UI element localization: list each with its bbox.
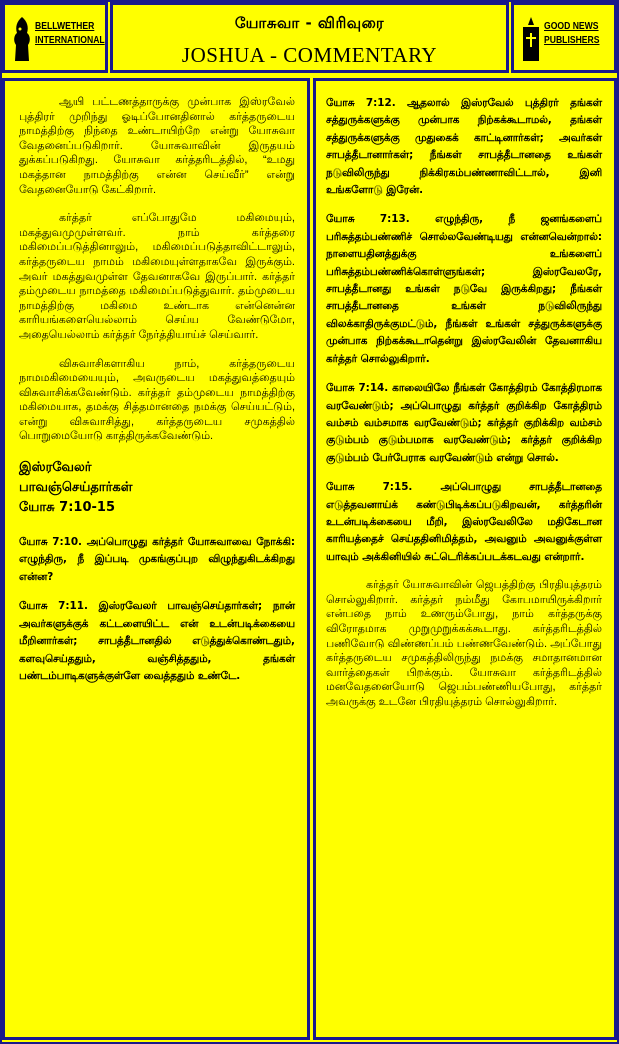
- scripture-verse: யோசு 7:12. ஆதலால் இஸ்ரவேல் புத்திரர் தங்கள் சத்துருக்களுக்கு முன்பாக நிற்கக்கூடாமல், தங்கள் சத்துருக்களுக்கு முதுகைக் காட்டினார்கள்; அவர்கள் சாபத்தீடானார்கள்; நீங்கள் சாபத்தீடானதை உங்கள் நடுவிலிருந்து நிக்கிரகம்பண்ணாவிட்டால், இனி உங்களோடு இரேன்.: [326, 97, 602, 197]
- logo-line-1: GOOD NEWS: [544, 20, 599, 32]
- page-title-english: JOSHUA - COMMENTARY: [181, 43, 438, 67]
- logo-line-2: PUBLISHERS: [544, 34, 600, 46]
- logo-line-2: INTERNATIONAL: [35, 34, 105, 46]
- page-title-tamil: யோசுவா - விரிவுரை: [234, 14, 385, 32]
- section-heading-line: பாவஞ்செய்தார்கள்: [19, 480, 133, 496]
- section-heading: [19, 458, 295, 518]
- bellwether-logo: [2, 2, 108, 73]
- scripture-verse: யோசு 7:10. அப்பொழுது கர்த்தர் யோசுவாவை நோக்கி: எழுந்திரு, நீ இப்படி முகங்குப்புற விழுந்துகிடக்கிறது என்ன?: [19, 536, 295, 583]
- commentary-paragraph: விசுவாசிகளாகிய நாம், கர்த்தருடைய நாமமகிமையையும், அவருடைய மகத்துவத்தையும் விசுவாசிக்கவேண்டும். கர்த்தர் தம்முடைய நாமத்திற்கு மகிமையாக, தமக்கு சித்தமானதை நமக்கு செய்யட்டும், என்று விசுவாசித்து, கர்த்தருடைய சமுகத்தில் பொறுமையோடு காத்திருக்கவேண்டும்.: [19, 357, 295, 443]
- content-columns: [2, 78, 617, 1040]
- section-heading-reference: யோசு 7:10-15: [19, 500, 115, 516]
- left-column: [2, 78, 310, 1040]
- bible-icon: [520, 15, 542, 63]
- right-column: [313, 78, 617, 1040]
- title-box: [110, 2, 509, 73]
- commentary-paragraph: கர்த்தர் எப்போதுமே மகிமையும், மகத்துவமுமுள்ளவர். நாம் கர்த்தரை மகிமைப்படுத்தினாலும், மகிமைப்படுத்தாவிட்டாலும், கர்த்தருடைய நாமம் மகிமையுள்ளதாகவே இருக்கும். அவர் மகத்துவமுள்ள தேவனாகவே இருப்பார். கர்த்தர் தம்முடைய நாமத்தை மகிமைப்படுத்துவார். தம்முடைய நாமத்திற்கு மகிமை உண்டாக என்னென்ன காரியங்களையெல்லாம் செய்ய வேண்டுமோ, அதையெல்லாம் கர்த்தர் நேர்த்தியாய்ச் செய்வார்.: [19, 212, 295, 341]
- scripture-verse: யோசு 7:11. இஸ்ரவேலர் பாவஞ்செய்தார்கள்; நான் அவர்களுக்குக் கட்டளையிட்ட என் உடன்படிக்கையை மீறினார்கள்; சாபத்தீடானதில் எடுத்துக்கொண்டதும், களவுசெய்ததும், வஞ்சித்ததும், தங்கள் பண்டம்பாடிகளுக்குள்ளே வைத்ததும் உண்டே.: [19, 600, 295, 682]
- section-heading-line: இஸ்ரவேலர்: [19, 460, 92, 476]
- logo-line-1: BELLWETHER: [35, 20, 95, 32]
- scripture-verse: யோசு 7:13. எழுந்திரு, நீ ஜனங்களைப் பரிசுத்தம்பண்ணிச் சொல்லவேண்டியது என்னவென்றால்: நாளையதினத்துக்கு உங்களைப் பரிசுத்தம்பண்ணிக்கொள்ளுங்கள்; இஸ்ரவேலரே, சாபத்தீடானது உங்கள் நடுவே இருக்கிறது; நீங்கள் சாபத்தீடானதை உங்கள் நடுவிலிருந்து விலக்காதிருக்குமட்டும், நீங்கள் உங்கள் சத்துருக்களுக்கு முன்பாக நிற்கக்கூடாதென்று இஸ்ரவேலின் தேவனாகிய கர்த்தர் சொல்லுகிறார்.: [326, 213, 602, 365]
- commentary-paragraph: கர்த்தர் யோசுவாவின் ஜெபத்திற்கு பிரதியுத்தரம் சொல்லுகிறார். கர்த்தர் நம்மீது கோபமாயிருக்கிறார் என்பதை நாம் உணரும்போது, நாம் கர்த்தருக்கு விரோதமாக முறுமுறுக்கக்கூடாது. கர்த்தரிடத்தில் பணிவோடு விண்ணப்பம் பண்ணவேண்டும். அப்போது கர்த்தருடைய சமுகத்திலிருந்து நமக்கு சமாதானமான வார்த்தைகள் பிறக்கும். யோசுவா கர்த்தரிடத்தில் மனவேதனையோடு ஜெபம்பண்ணியபோது, கர்த்தர் அவருக்கு உடனே பிரதியுத்தரம் சொல்லுகிறார்.: [326, 579, 602, 708]
- ram-icon: [11, 15, 33, 63]
- scripture-verse: யோசு 7:14. காலையிலே நீங்கள் கோத்திரம் கோத்திரமாக வரவேண்டும்; அப்பொழுது கர்த்தர் குறிக்கிற கோத்திரம் வம்சம் வம்சமாக வரவேண்டும்; கர்த்தர் குறிக்கிற வம்சம் குடும்பம் குடும்பமாக வரவேண்டும்; கர்த்தர் குறிக்கிற குடும்பம் பேர்பேராக வரவேண்டும் என்று சொல்.: [326, 382, 602, 464]
- scripture-verse: யோசு 7:15. அப்பொழுது சாபத்தீடானதை எடுத்தவனாய்க் கண்டுபிடிக்கப்படுகிறவன், கர்த்தரின் உடன்படிக்கையை மீறி, இஸ்ரவேலிலே மதிகேடான காரியத்தைச் செய்ததினிமித்தம், அவனும் அவனுக்குள்ள யாவும் அக்கினியில் சுட்டெரிக்கப்படக்கடவது என்றார்.: [326, 481, 602, 563]
- good-news-logo: [511, 2, 617, 73]
- page-header: [2, 2, 617, 73]
- commentary-paragraph: ஆயி பட்டணத்தாருக்கு முன்பாக இஸ்ரவேல் புத்திரர் முறிந்து ஓடிப்போனதினால் கர்த்தருடைய நாமத்திற்கு நிந்தை உண்டாயிற்றே என்று யோசுவா வேதனைப்படுகிறார். யோசுவாவின் இருதயம் துக்கப்படுகிறது. யோசுவா கர்த்தரிடத்தில், “உமது மகத்தான நாமத்திற்கு என்ன செய்வீர்” என்று வேதனையோடு கேட்கிறார்.: [19, 96, 295, 196]
